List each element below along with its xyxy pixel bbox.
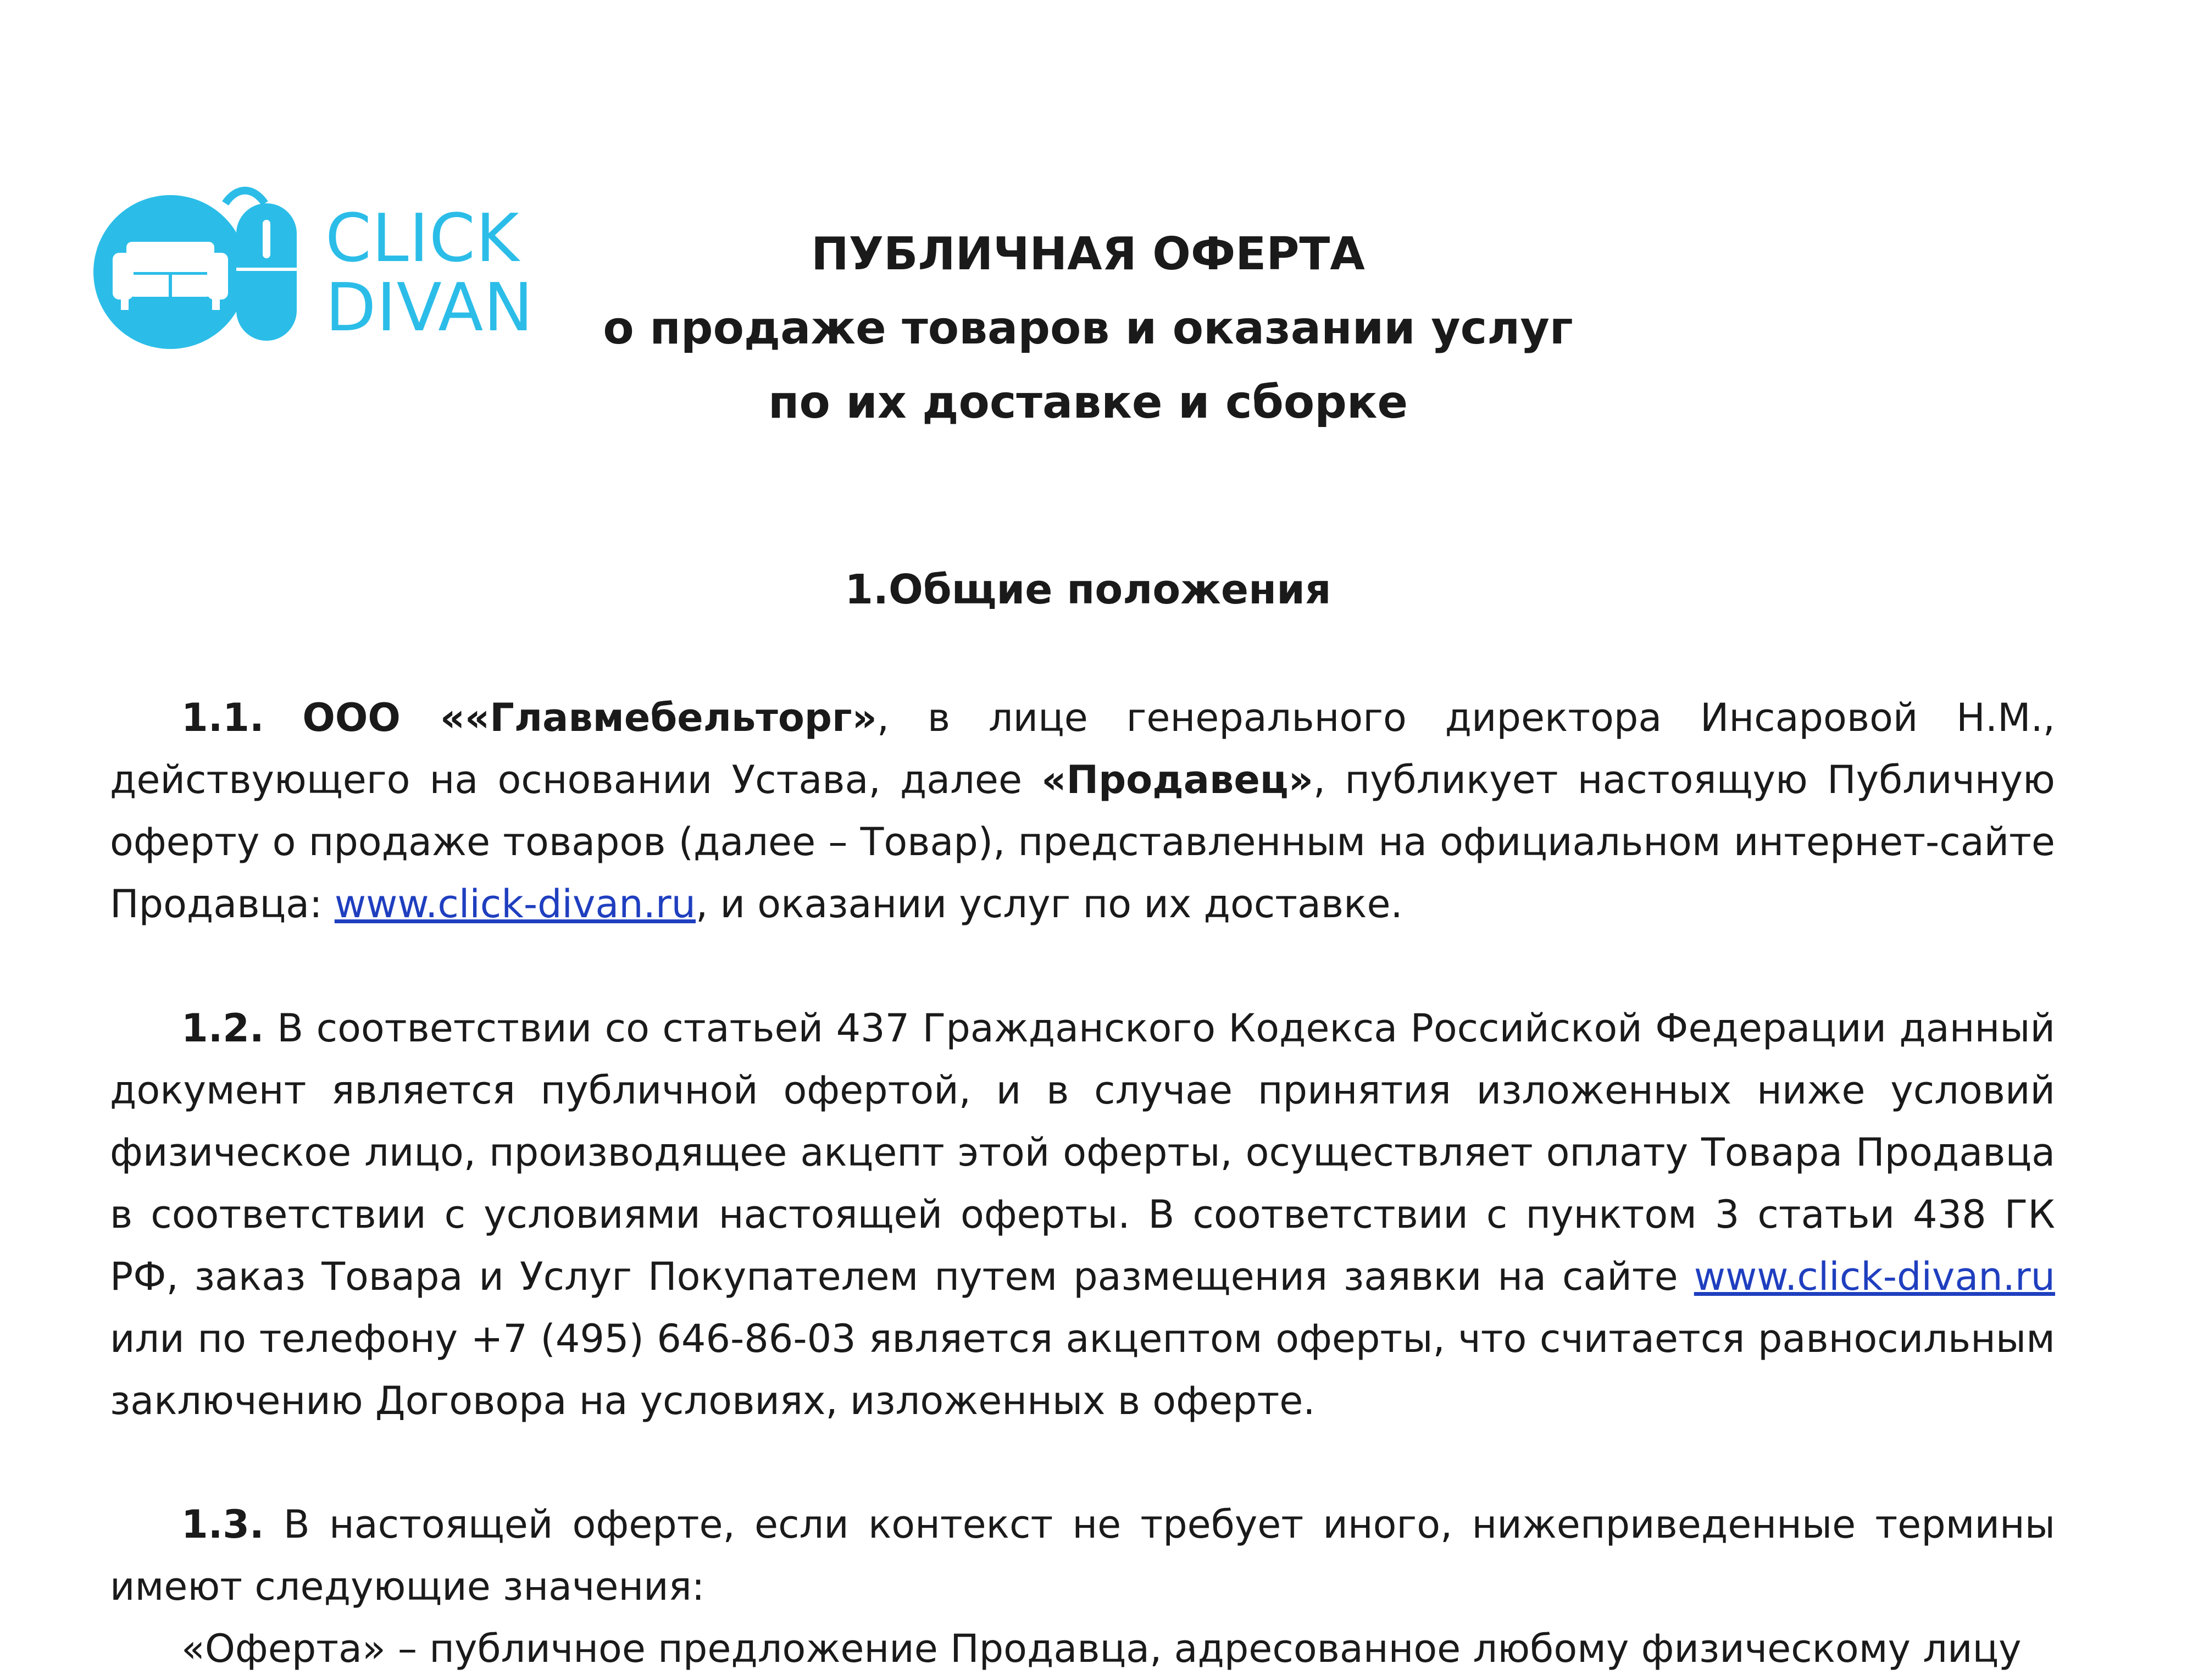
clause-number: 1.3. (181, 1502, 264, 1547)
paragraph-1-2 (110, 997, 2055, 1432)
clause-text: , в лице генерального директора Инсаровой Н.М., действующего на основании Устава, далее (110, 695, 2055, 802)
clause-number: 1.2. (181, 1006, 264, 1051)
mouse-cable-icon (225, 191, 265, 203)
logo-line-2: DIVAN (325, 270, 534, 346)
document-title (0, 217, 2176, 440)
clause-text: , публикует настоящую Публичную оферту о продаже товаров (далее – Товар), представленным на официальном интернет-сайте Продавца: (110, 757, 2055, 927)
site-link[interactable]: www.click-divan.ru (334, 881, 696, 927)
paragraph-offer-definition (110, 1618, 2055, 1680)
title-line-1: ПУБЛИЧНАЯ ОФЕРТА (811, 228, 1365, 280)
section-heading: 1.Общие положения (845, 566, 1331, 613)
clause-text: , и оказании услуг по их доставке. (696, 881, 1403, 927)
site-link[interactable]: www.click-divan.ru (1694, 1254, 2055, 1299)
clause-text: «Оферта» – публичное предложение Продавца, адресованное любому физическому лицу (181, 1626, 2022, 1671)
title-line-2: о продаже товаров и оказании услуг (603, 302, 1573, 354)
company-name: ООО ««Главмебельторг» (302, 695, 877, 740)
clause-number: 1.1. (181, 695, 264, 740)
seller-term: «Продавец» (1041, 757, 1313, 802)
paragraph-1-1 (110, 687, 2055, 935)
clause-text: или по телефону +7 (495) 646-86-03 является акцептом оферты, что считается равносильным заключению Договора на условиях, изложенных в оферте. (110, 1316, 2055, 1423)
clause-text: В соответствии со статьей 437 Гражданского Кодекса Российской Федерации данный документ является публичной офертой, и в случае принятия изложенных ниже условий физическое лицо, производящее акцепт этой оферты, осуществляет оплату Товара Продавца в соответствии с условиями настоящей оферты. В соответствии с пунктом 3 статьи 438 ГК РФ, заказ Товара и Услуг Покупателем путем размещения заявки на сайте (110, 1006, 2055, 1299)
logo-line-1: CLICK (325, 201, 520, 277)
clause-text: В настоящей оферте, если контекст не требует иного, нижеприведенные термины имеют следующие значения: (110, 1502, 2055, 1609)
paragraph-1-3 (110, 1494, 2055, 1618)
title-line-3: по их доставке и сборке (768, 376, 1408, 429)
